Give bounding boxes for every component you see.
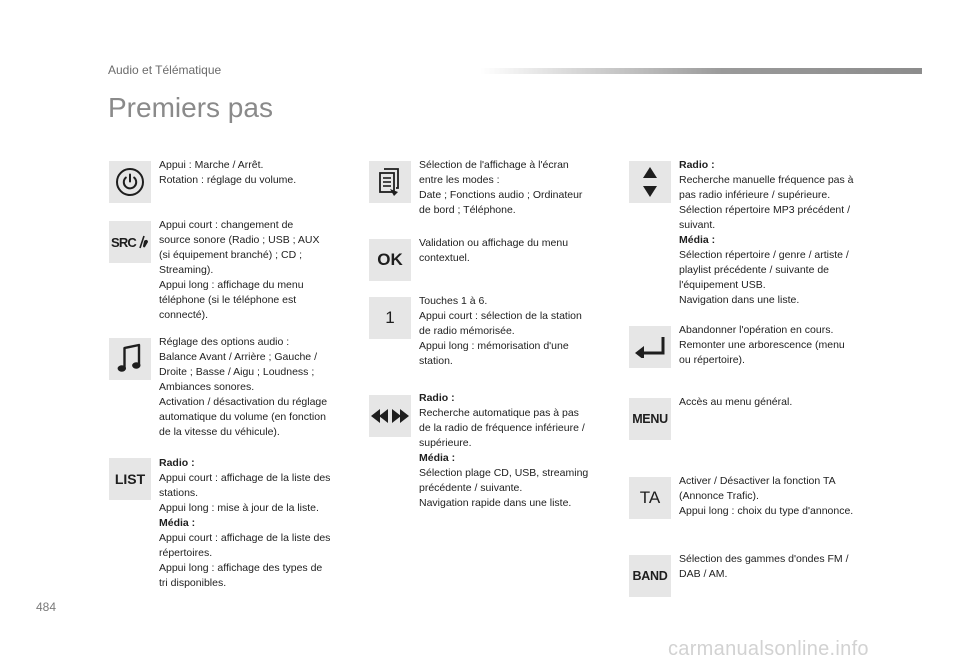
back-description: Abandonner l'opération en cours. Remonter une arborescence (menu ou répertoire). (679, 324, 845, 366)
ok-description: Validation ou affichage du menu contextuel. (419, 237, 569, 264)
ok-button (369, 239, 411, 281)
src-label: SRC (110, 234, 137, 250)
preset-button (369, 297, 411, 339)
band-label: BAND (632, 569, 668, 583)
ta-button (629, 477, 671, 519)
ok-label: OK (377, 250, 403, 269)
menu-button (629, 398, 671, 440)
list-button (109, 458, 151, 500)
band-description: Sélection des gammes d'ondes FM / DAB / AM. (679, 553, 849, 580)
src-phone-icon (137, 235, 149, 249)
power-description: Appui : Marche / Arrêt. Rotation : réglage du volume. (159, 159, 297, 186)
preset-label: 1 (385, 308, 395, 327)
seek-button (369, 395, 411, 437)
power-button (109, 161, 151, 203)
display-select-icon (377, 166, 403, 198)
page-title: Premiers pas (108, 92, 273, 123)
audio-settings-description: Réglage des options audio : Balance Avant / Arrière ; Gauche / Droite ; Basse / Aigu ; Loudness ; Ambiances sonores. Activation / désactivation du réglage automatique du volume (en fonction de la vitesse du véhicule). (159, 336, 328, 438)
presets-description: Touches 1 à 6. Appui court : sélection de la station de radio mémorisée. Appui long : mémorisation d'une station. (419, 295, 582, 367)
band-button (629, 555, 671, 597)
back-arrow-icon (634, 336, 666, 358)
up-down-arrows-icon (642, 166, 658, 198)
up-down-description: Radio : Recherche manuelle fréquence pas à pas radio inférieure / supérieure. Sélection répertoire MP3 précédent / suivant. Média : Sélection répertoire / genre / artiste / playlist précédente / suivante de l'équipement USB. Navigation dans une liste. (679, 159, 854, 306)
header-decor-bar (480, 68, 922, 74)
list-description: Radio : Appui court : affichage de la liste des stations. Appui long : mise à jour de la liste. Média : Appui court : affichage de la liste des répertoires. Appui long : affichage des types de tri disponibles. (159, 457, 331, 589)
ta-description: Activer / Désactiver la fonction TA (Annonce Trafic). Appui long : choix du type d'annonce. (679, 475, 854, 517)
power-icon (115, 167, 145, 197)
up-down-button (629, 161, 671, 203)
watermark: carmanualsonline.info (668, 638, 869, 660)
seek-description: Radio : Recherche automatique pas à pas de la radio de fréquence inférieure / supérieure. Média : Sélection plage CD, USB, streaming précédente / suivante. Navigation rapide dans une liste. (419, 392, 589, 509)
src-description: Appui court : changement de source sonore (Radio ; USB ; AUX (si équipement branché) ; CD ; Streaming). Appui long : affichage du menu téléphone (si le téléphone est connecté). (159, 219, 320, 321)
menu-description: Accès au menu général. (679, 396, 793, 408)
display-button (369, 161, 411, 203)
list-label: LIST (114, 471, 146, 487)
display-description: Sélection de l'affichage à l'écran entre les modes : Date ; Fonctions audio ; Ordinateur de bord ; Téléphone. (419, 159, 583, 216)
audio-settings-button (109, 338, 151, 380)
ta-label: TA (639, 488, 661, 507)
menu-label: MENU (632, 412, 668, 426)
back-button (629, 326, 671, 368)
music-note-icon (116, 342, 144, 376)
seek-arrows-icon (370, 408, 410, 424)
section-title: Audio et Télématique (108, 63, 222, 77)
src-button (109, 221, 151, 263)
page-number: 484 (36, 600, 57, 614)
